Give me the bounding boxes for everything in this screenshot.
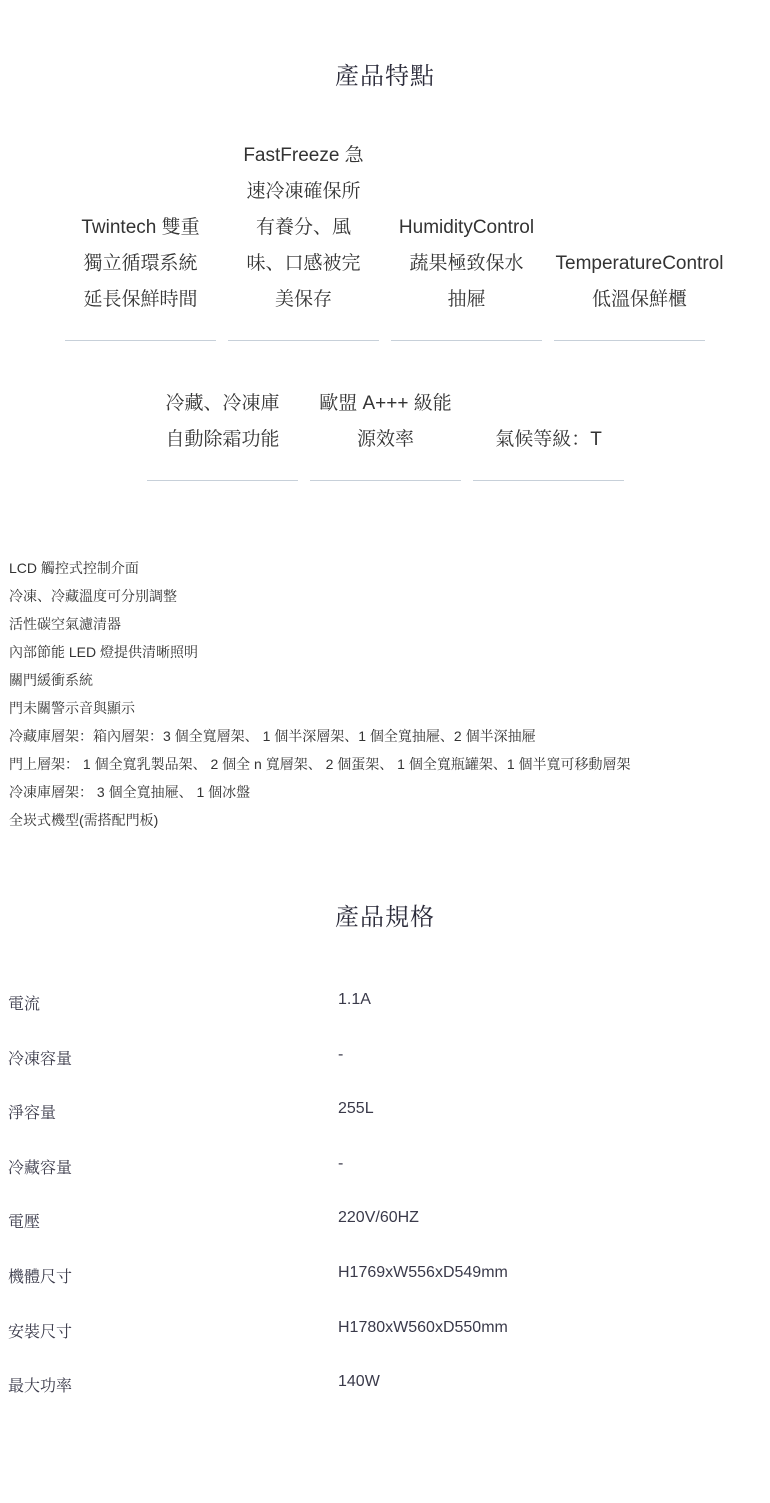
table-row [8, 1264, 748, 1319]
feature-list [9, 554, 631, 834]
feature-item [473, 422, 624, 481]
spec-label: 淨容量 [8, 1105, 57, 1123]
feature-text: 歐盟 A+++ 級能 源效率 [319, 393, 452, 450]
list-item: 門未關警示音與顯示 [9, 700, 135, 716]
list-item: 門上層架： 1 個全寬乳製品架、 2 個全 n 寬層架、 2 個蛋架、 1 個全寬瓶罐架、1 個半寬可移動層架 [9, 756, 631, 772]
feature-item [228, 138, 379, 341]
feature-item [554, 246, 724, 341]
feature-divider [228, 340, 379, 341]
spec-value: H1769xW556xD549mm [338, 1263, 508, 1281]
table-row [8, 1373, 748, 1428]
feature-item [65, 210, 216, 341]
list-item: 冷藏庫層架：箱內層架：3 個全寬層架、 1 個半深層架、1 個全寬抽屜、2 個半深抽屜 [9, 728, 536, 744]
spec-value: 140W [338, 1373, 380, 1391]
spec-value: 255L [338, 1100, 374, 1118]
list-item: 冷凍、冷藏溫度可分別調整 [9, 588, 177, 604]
spec-value: - [338, 1154, 344, 1172]
spec-label: 最大功率 [8, 1378, 73, 1396]
feature-text: 氣候等級：T [495, 429, 602, 450]
table-row [8, 1100, 748, 1155]
feature-text: HumidityControl 蔬果極致保水 抽屜 [398, 217, 535, 310]
spec-table [8, 991, 748, 1428]
table-row [8, 1046, 748, 1101]
table-row [8, 991, 748, 1046]
spec-label: 電壓 [8, 1214, 41, 1232]
spec-value: - [338, 1045, 344, 1063]
feature-text: FastFreeze 急 速冷凍確保所 有養分、風 味、口感被完 美保存 [243, 145, 364, 310]
list-item: 全崁式機型(需搭配門板) [9, 812, 159, 828]
feature-divider [554, 340, 705, 341]
features-title: 產品特點 [335, 63, 435, 90]
list-item: 關門緩衝系統 [9, 672, 93, 688]
feature-divider [65, 340, 216, 341]
spec-label: 冷凍容量 [8, 1050, 73, 1068]
feature-row [65, 138, 724, 341]
specs-title: 產品規格 [335, 904, 435, 931]
feature-text: 冷藏、冷凍庫 自動除霜功能 [165, 393, 280, 450]
spec-label: 冷藏容量 [8, 1159, 73, 1177]
feature-item [391, 210, 542, 341]
table-row [8, 1155, 748, 1210]
feature-divider [147, 480, 298, 481]
feature-row [147, 386, 624, 481]
feature-item [147, 386, 298, 481]
table-row [8, 1209, 748, 1264]
spec-value: 1.1A [338, 991, 371, 1008]
feature-item [310, 386, 461, 481]
list-item: 冷凍庫層架： 3 個全寬抽屜、 1 個冰盤 [9, 784, 251, 800]
feature-divider [473, 480, 624, 481]
spec-label: 安裝尺寸 [8, 1323, 73, 1341]
table-row [8, 1319, 748, 1374]
spec-label: 電流 [8, 996, 41, 1013]
list-item: 內部節能 LED 燈提供清晰照明 [9, 644, 199, 660]
list-item: 活性碳空氣濾清器 [9, 616, 121, 632]
feature-divider [391, 340, 542, 341]
spec-value: H1780xW560xD550mm [338, 1318, 508, 1336]
feature-text: TemperatureControl 低溫保鮮櫃 [555, 253, 724, 310]
spec-label: 機體尺寸 [8, 1268, 73, 1286]
feature-text: Twintech 雙重 獨立循環系統 延長保鮮時間 [81, 217, 200, 310]
feature-divider [310, 480, 461, 481]
list-item: LCD 觸控式控制介面 [9, 560, 139, 576]
spec-value: 220V/60HZ [338, 1209, 419, 1227]
